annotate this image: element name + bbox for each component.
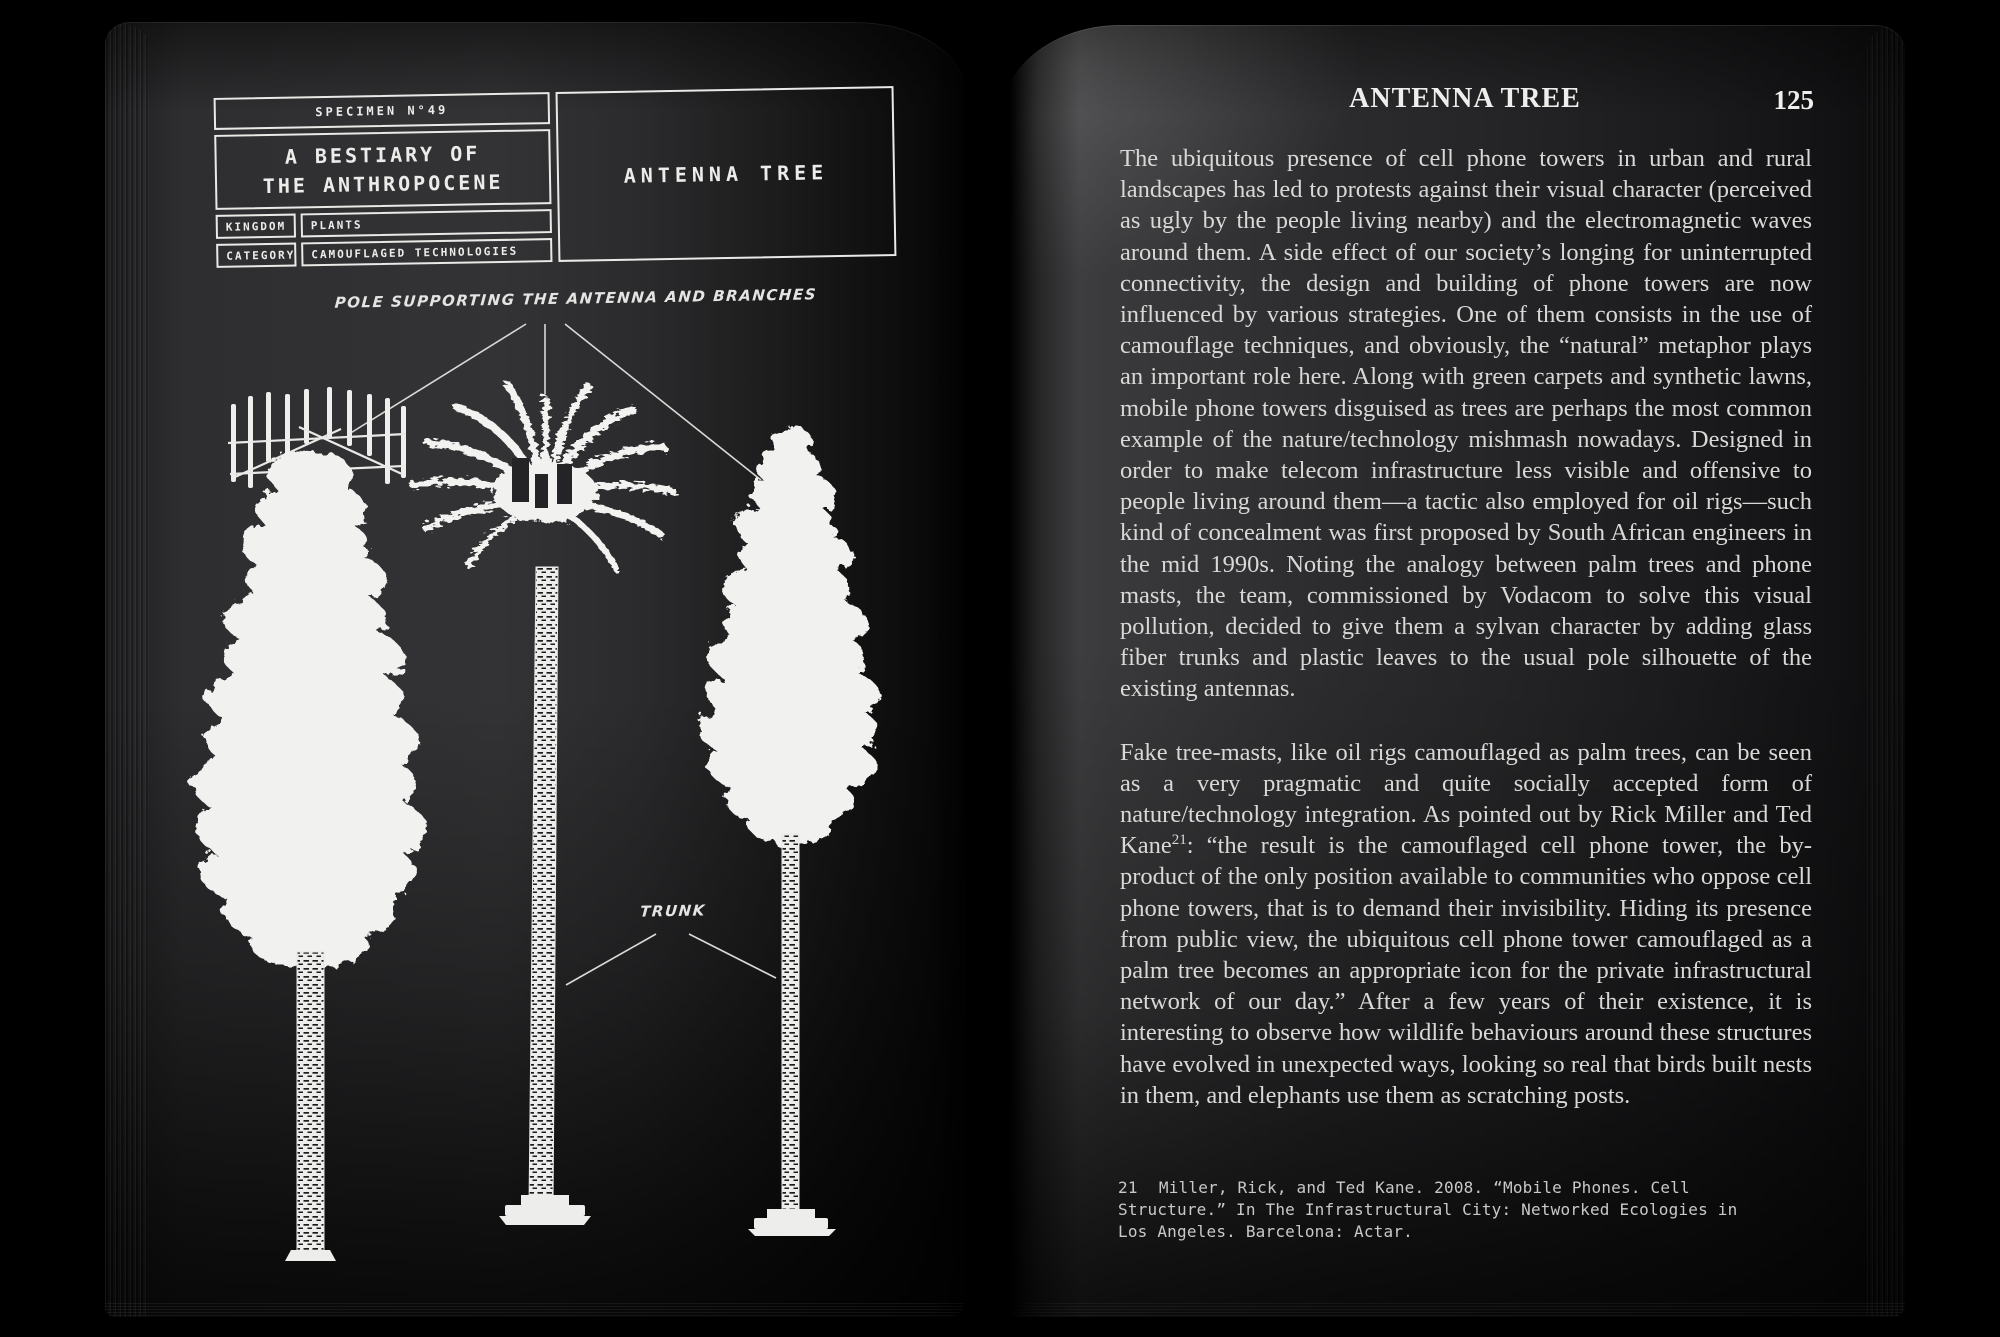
kingdom-value: PLANTS <box>301 209 552 237</box>
antenna-tree-conifer-illustration <box>192 387 427 1261</box>
paragraph-2-text: Fake tree-masts, like oil rigs camouflaged as palm trees, can be seen as a very pragmatic and quite socially accepted form of nature/technology integration. As pointed out by Rick Miller and Ted Kane <box>1120 738 1812 860</box>
footnote-number: 21 <box>1118 1178 1138 1197</box>
left-page <box>105 22 965 1317</box>
trunk-annotation: TRUNK <box>639 901 707 921</box>
antenna-trees-illustration <box>105 22 965 1317</box>
footnote-text: Miller, Rick, and Ted Kane. 2008. “Mobile Phones. Cell Structure.” In The Infrastructural City: Networked Ecologies in Los Angeles. Barcelona: Actar. <box>1118 1178 1738 1241</box>
body-text <box>1120 143 1812 1143</box>
category-label: CATEGORY <box>216 243 296 268</box>
antenna-tree-pine-illustration <box>698 426 879 1236</box>
paragraph-1: The ubiquitous presence of cell phone towers in urban and rural landscapes has led to protests against their visual character (perceived as ugly by the people living nearby) and the electromagnetic waves around them. A side effect of our society’s longing for uninterrupted connectivity, the design and building of phone towers are now influenced by various strategies. One of them consists in the use of camouflage techniques, and obviously, the “natural” metaphor plays an important role here. Along with green carpets and synthetic lawns, mobile phone towers disguised as trees are perhaps the most common example of the nature/technology mishmash nowadays. Designed in order to make telecom infrastructure less visible and offensive to people living around them—a tactic also employed for oil rigs—such kind of concealment was first proposed by South African engineers in the mid 1990s. Noting the analogy between palm trees and phone masts, the team, commissioned by Vodacom to solve this visual pollution, decided to give them a sylvan character by adding glass fiber trunks and plastic leaves to the usual pole silhouette of the existing antennas. <box>1120 145 1812 703</box>
footnote <box>1118 1177 1743 1243</box>
kingdom-label: KINGDOM <box>216 214 296 239</box>
page-title: ANTENNA TREE <box>1349 83 1581 114</box>
book-title-line1: A BESTIARY OF <box>284 140 481 169</box>
paragraph-2-text-after: : “the result is the camouflaged cell phone tower, the by-product of the only position available to communities who oppose cell phone towers, that is to demand their invisibility. Hiding its presence from public view, the ubiquitous cell phone tower camouflaged as a palm tree becomes an appropriate icon for the private infrastructural network of our day.” After a few years of their existence, it is interesting to observe how wildlife behaviours around these structures have evolved in unexpected ways, looking so real that birds built nests in them, and elephants use them as scratching posts. <box>1120 832 1812 1109</box>
specimen-name: ANTENNA TREE <box>556 86 897 262</box>
footnote-reference: 21 <box>1171 832 1187 849</box>
paragraph-2 <box>1120 737 1812 1111</box>
antenna-tree-palm-illustration <box>413 384 673 1225</box>
pole-annotation: POLE SUPPORTING THE ANTENNA AND BRANCHES <box>334 285 818 312</box>
page-number: 125 <box>1773 85 1814 115</box>
category-value: CAMOUFLAGED TECHNOLOGIES <box>301 238 552 266</box>
book-title-line2: THE ANTHROPOCENE <box>262 169 504 198</box>
right-page <box>1000 25 1905 1317</box>
specimen-number: SPECIMEN N°49 <box>214 92 551 130</box>
